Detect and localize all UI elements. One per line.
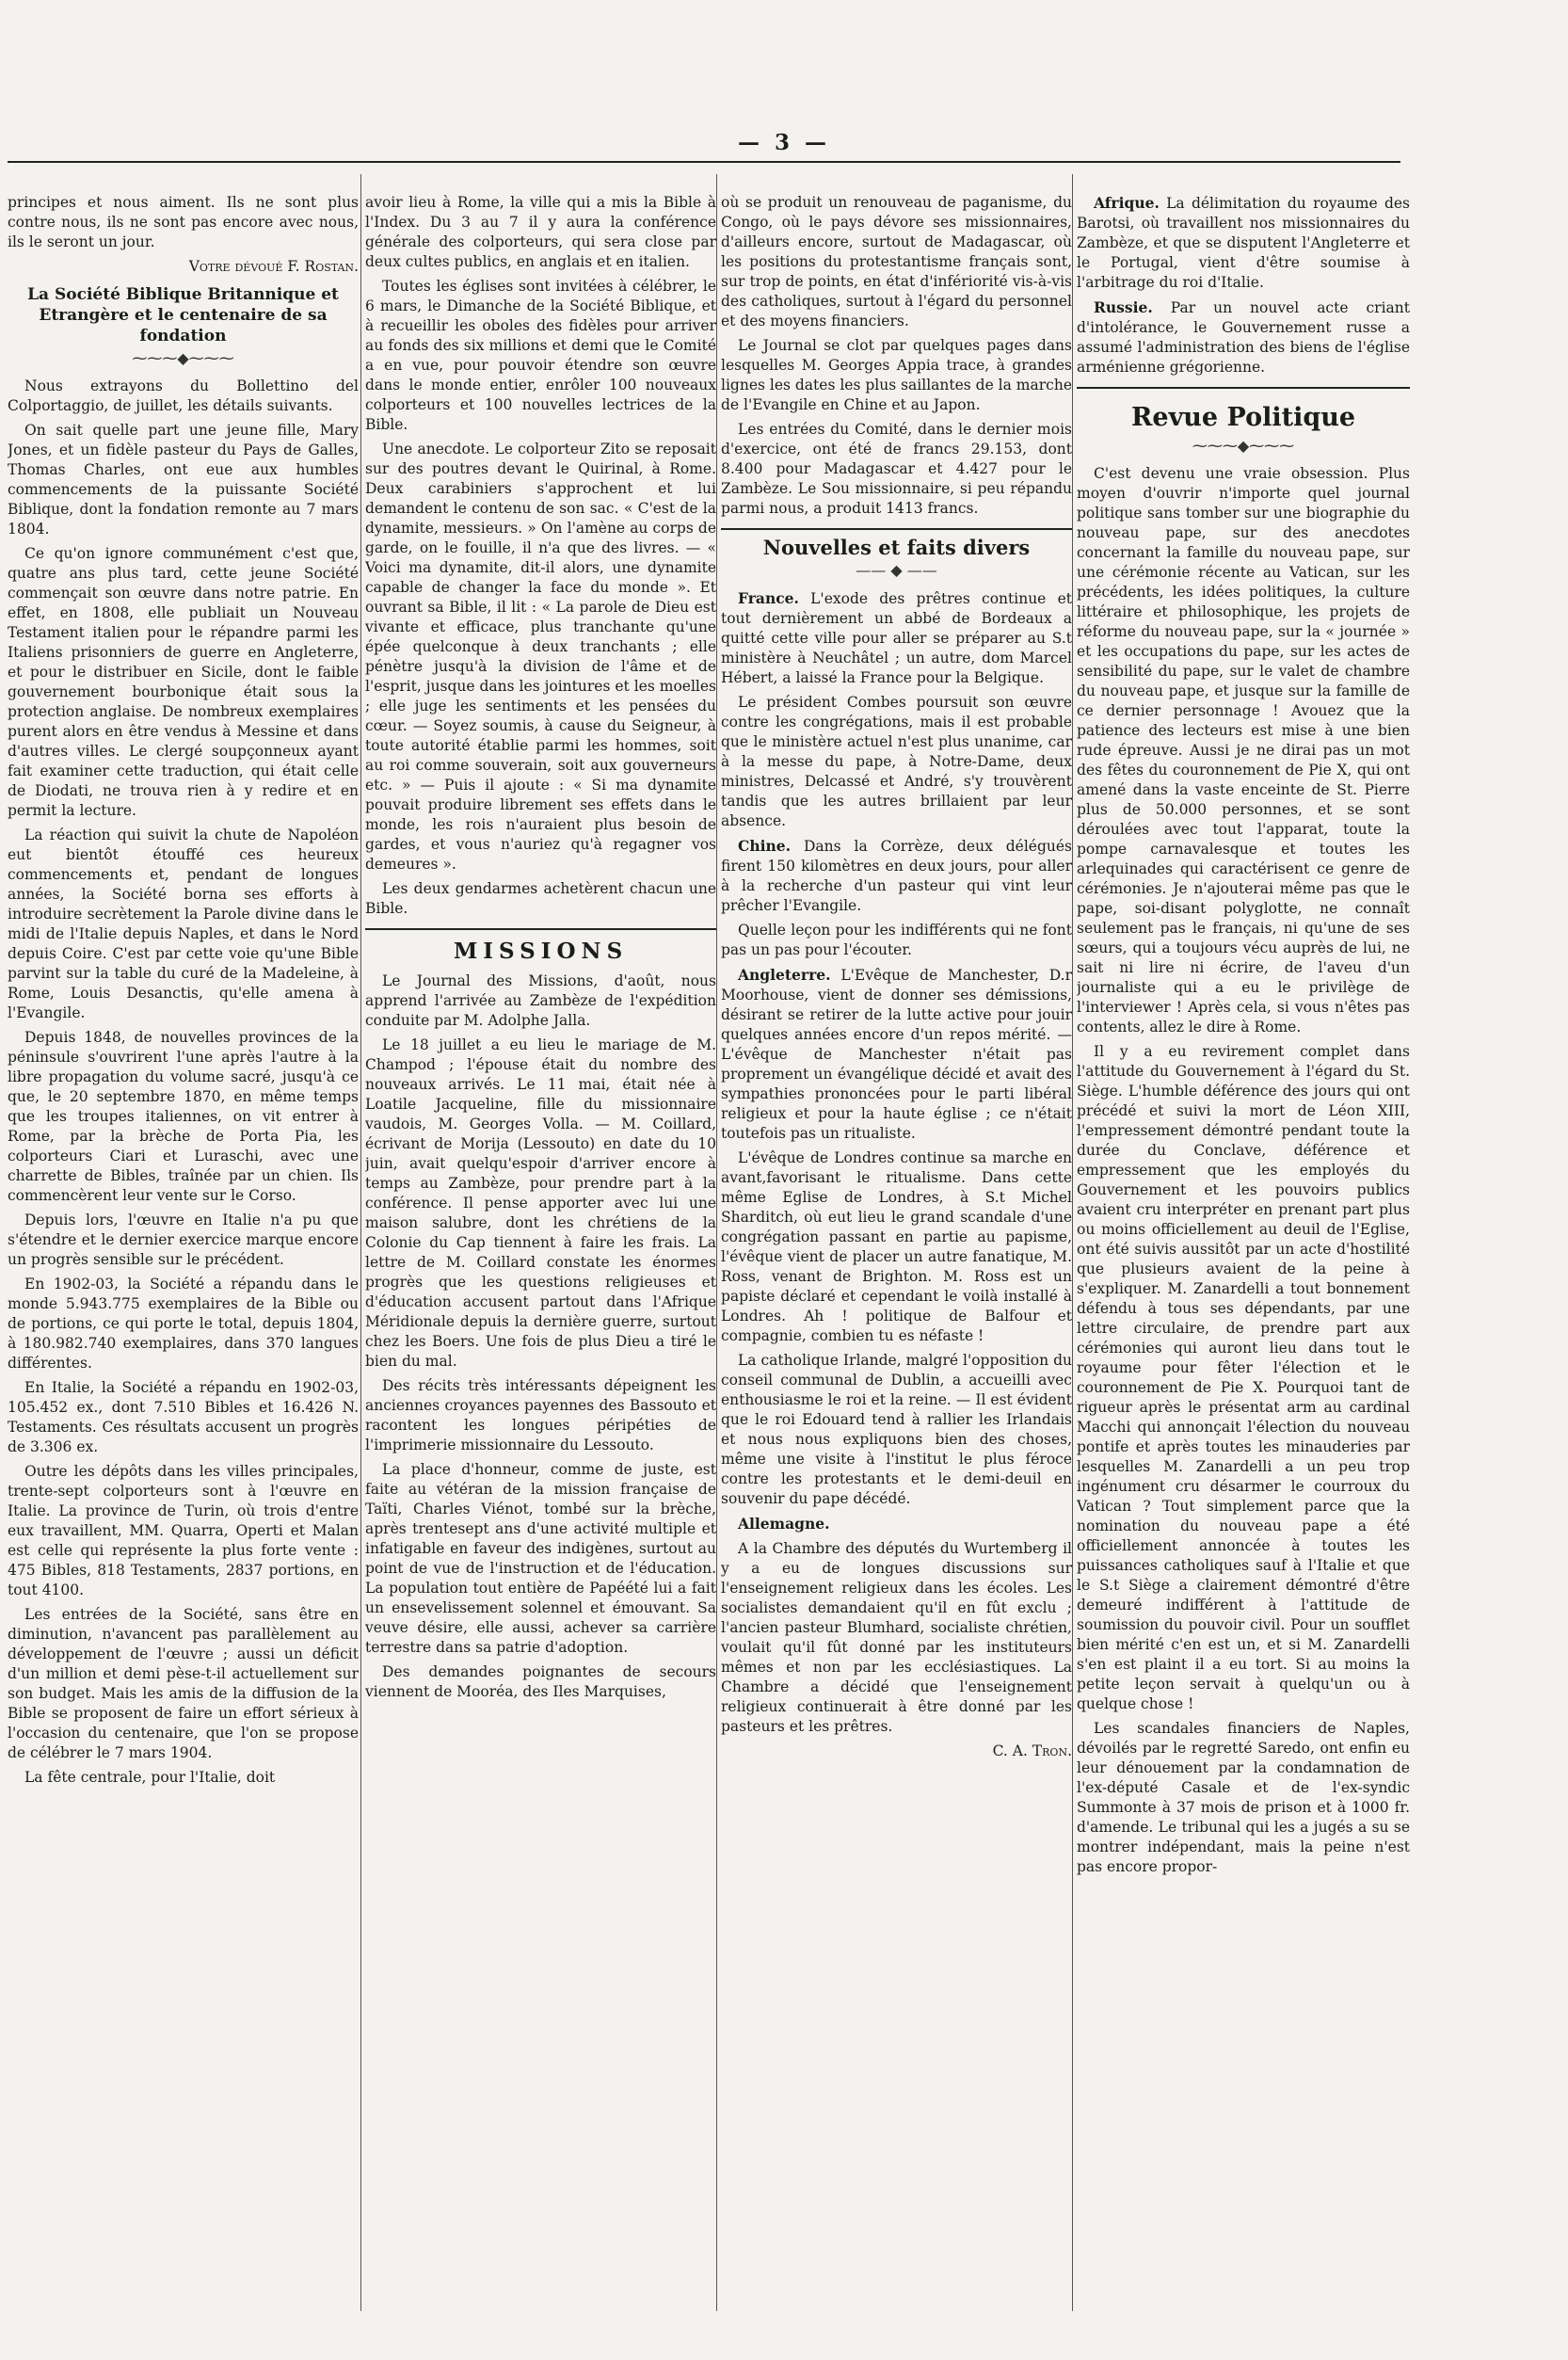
paragraph: Une anecdote. Le colporteur Zito se reposait sur des poutres devant le Quirinal, à Rome. Deux carabiniers s'approchent et lui demandent le contenu de son sac. « C'est de la dynamite, messieurs. » On l'amène au corps de garde, on le fouille, il n'a que des livres. — « Voici ma dynamite, dit-il alors, une dynamite capable de changer la face du monde ». Et ouvrant sa Bible, il lit : « La parole de Dieu est vivante et efficace, plus tranchante qu'une épée quelconque à deux tranchants ; elle pénètre jusqu'à la division de l'âme et de l'esprit, jusque dans les jointures et les moelles ; elle juge les sentiments et les pensées du cœur. — Soyez soumis, à cause du Seigneur, à toute autorité établie parmi les hommes, soit au roi comme souverain, soit aux gouverneurs etc. » — Puis il ajoute : « Si ma dynamite pouvait produire librement ses effets dans le monde, les rois n'auraient plus besoin de gardes, et vous n'auriez qu'à regagner vos demeures ». xyxy=(365,441,716,873)
column-divider xyxy=(360,174,361,2311)
lead-angleterre: Angleterre. xyxy=(738,966,831,984)
paragraph: avoir lieu à Rome, la ville qui a mis la Bible à l'Index. Du 3 au 7 il y aura la conférence générale des colporteurs, qui sera close par deux cultes publics, en anglais et en italien. xyxy=(365,194,716,270)
paragraph-text: L'Evêque de Manchester, D.r Moorhouse, vient de donner ses démissions, désirant se retirer de la lutte active pour jouir quelques années encore d'un repos mérité. — L'évêque de Manchester n'était pas proprement un évangélique décidé et avait des sympathies prononcées pour le parti libéral religieux et pour la haute église ; ce n'était toutefois pas un ritualiste. xyxy=(721,967,1072,1142)
signature: Votre dévoué F. Rostan. xyxy=(188,258,359,275)
column-divider xyxy=(1072,174,1073,2311)
column-4 xyxy=(1077,193,1410,2311)
paragraph: Depuis 1848, de nouvelles provinces de la péninsule s'ouvrirent l'une après l'autre à la libre propagation du volume sacré, jusqu'à ce que, le 20 septembre 1870, en même temps que les troupes italiennes, on vit entrer à Rome, par la brèche de Porta Pia, les colporteurs Ciari et Luraschi, avec une charrette de Bibles, traînée par un chien. Ils commencèrent leur vente sur le Corso. xyxy=(8,1029,359,1204)
ornament-divider: ⁓⁓⁓◆⁓⁓⁓ xyxy=(132,349,234,367)
lead-russie: Russie. xyxy=(1094,298,1153,316)
header-rule xyxy=(8,161,1400,163)
paragraph: La réaction qui suivit la chute de Napoléon eut bientôt étouffé ces heureux commencements et, pendant de longues années, la Société borna ses efforts à introduire secrètement la Parole divine dans le midi de l'Italie depuis Naples, et dans le Nord depuis Coire. C'est par cette voie qu'une Bible parvint sur la table du curé de la Madeleine, à Rome, Louis Desanctis, qu'elle amena à l'Evangile. xyxy=(8,827,359,1021)
paragraph: On sait quelle part une jeune fille, Mary Jones, et un fidèle pasteur du Pays de Galles, Thomas Charles, ont eue aux humbles commencements de la puissante Société Biblique, dont la fondation remonte au 7 mars 1804. xyxy=(8,422,359,538)
paragraph: C'est devenu une vraie obsession. Plus moyen d'ouvrir n'importe quel journal politique sans tomber sur une biographie du nouveau pape, sur des anecdotes concernant la famille du nouveau pape, sur une cérémonie récente au Vatican, sur les précédents, les idées politiques, la culture littéraire et philosophique, les projets de réforme du nouveau pape, sur la « journée » et les occupations du pape, sur les actes de sensibilité du pape, sur le valet de chambre du nouveau pape, et jusque sur la famille de ce dernier personnage ! Avouez que la patience des lecteurs est mise à une bien rude épreuve. Aussi je ne dirai pas un mot des fêtes du couronnement de Pie X, qui ont amené dans la vaste enceinte de St. Pierre plus de 50.000 personnes, et se sont déroulées avec tout l'apparat, toute la pompe carnavalesque et toutes les arlequinades qui caractérisent ce genre de cérémonies. Je n'ajouterai même pas que le pape, soi-disant polyglotte, ne connaît seulement pas le français, ni qu'une de ses sœurs, qui a toujours vécu auprès de lui, ne sait ni lire ni écrire, de l'aveu d'un journaliste qui a eu le privilège de l'interviewer ! Après cela, si vous n'êtes pas contents, allez le dire à Rome. xyxy=(1077,465,1410,1036)
paragraph: En 1902-03, la Société a répandu dans le monde 5.943.775 exemplaires de la Bible ou de portions, ce qui porte le total, depuis 1804, à 180.982.740 exemplaires, dans 370 langues différentes. xyxy=(8,1276,359,1372)
paragraph: Des demandes poignantes de secours viennent de Mooréa, des Iles Marquises, xyxy=(365,1663,716,1700)
section-rule xyxy=(365,928,716,930)
signature: C. A. Tron. xyxy=(992,1742,1072,1759)
paragraph: Le Journal se clot par quelques pages dans lesquelles M. Georges Appia trace, à grandes lignes les dates les plus saillantes de la marche de l'Evangile en Chine et au Japon. xyxy=(721,337,1072,413)
paragraph-text: Par un nouvel acte criant d'intolérance, le Gouvernement russe a assumé l'administration des biens de l'église arménienne grégorienne. xyxy=(1077,299,1410,376)
paragraph: Ce qu'on ignore communément c'est que, quatre ans plus tard, cette jeune Société commençait son œuvre dans notre patrie. En effet, en 1808, elle publiait un Nouveau Testament italien pour le répandre parmi les Italiens prisonniers de guerre en Angleterre, et pour le distribuer en Sicile, dont le faible gouvernement bourbonique était sous la protection anglaise. De nombreux exemplaires purent alors en être vendus à Messine et dans d'autres villes. Le clergé soupçonneux ayant fait examiner cette traduction, qui était celle de Diodati, ne trouva rien à y redire et en permit la lecture. xyxy=(8,545,359,819)
column-1 xyxy=(8,193,359,2311)
paragraph-allemagne-lead xyxy=(721,1514,1072,1534)
column-3 xyxy=(721,193,1072,2311)
column-divider xyxy=(716,174,717,2311)
page-number: — 3 — xyxy=(737,130,831,155)
paragraph: La catholique Irlande, malgré l'opposition du conseil communal de Dublin, a accueilli avec enthousiasme le roi et la reine. — Il est évident que le roi Edouard tend à rallier les Irlandais et nous nous expliquons bien des choses, même une visite à l'institut le plus féroce contre les protestants et le demi-deuil en souvenir du pape décédé. xyxy=(721,1352,1072,1507)
paragraph-angleterre xyxy=(721,965,1072,1144)
paragraph: A la Chambre des députés du Wurtemberg il y a eu de longues discussions sur l'enseignement religieux dans les écoles. Les socialistes demandaient qu'il en fût exclu ; l'ancien pasteur Blumhard, socialiste chrétien, voulait qu'il fût donné par les instituteurs mêmes et non par les ecclésiastiques. La Chambre a décidé que l'enseignement religieux continuerait à être donné par les pasteurs et les prêtres. xyxy=(721,1540,1072,1735)
paragraph-france xyxy=(721,588,1072,688)
paragraph-text: L'exode des prêtres continue et tout dernièrement un abbé de Bordeaux a quitté cette ville pour aller se préparer au S.t ministère à Neuchâtel ; un autre, dom Marcel Hébert, a laissé la France pour la Belgique. xyxy=(721,590,1072,686)
paragraph-text: Dans la Corrèze, deux délégués firent 150 kilomètres en deux jours, pour aller à la recherche d'un pasteur qui vint leur prêcher l'Evangile. xyxy=(721,838,1072,914)
paragraph-russie xyxy=(1077,297,1410,377)
paragraph: Nous extrayons du Bollettino del Colportaggio, de juillet, les détails suivants. xyxy=(8,377,359,414)
lead-chine: Chine. xyxy=(738,837,792,855)
column-2 xyxy=(365,193,716,2311)
section-title-nouvelles: Nouvelles et faits divers xyxy=(762,536,1031,559)
paragraph: Des récits très intéressants dépeignent les anciennes croyances payennes des Bassouto et racontent les longues péripéties de l'imprimerie missionnaire du Lessouto. xyxy=(365,1377,716,1453)
lead-allemagne: Allemagne. xyxy=(738,1515,830,1533)
paragraph-chine xyxy=(721,836,1072,916)
paragraph: La fête centrale, pour l'Italie, doit xyxy=(24,1769,276,1786)
paragraph: Les scandales financiers de Naples, dévoilés par le regretté Saredo, ont enfin eu leur dénouement par la condamnation de l'ex-député Casale et de l'ex-syndic Summonte à 37 mois de prison et à 1000 fr. d'amende. Le tribunal qui les a jugés a su se montrer indépendant, mais la peine n'est pas encore propor- xyxy=(1077,1720,1410,1875)
paragraph: En Italie, la Société a répandu en 1902-03, 105.452 ex., dont 7.510 Bibles et 16.426 N. Testaments. Ces résultats accusent un progrès de 3.306 ex. xyxy=(8,1379,359,1455)
paragraph: Les entrées du Comité, dans le dernier mois d'exercice, ont été de francs 29.153, dont 8.400 pour Madagascar et 4.427 pour le Zambèze. Le Sou missionnaire, si peu répandu parmi nous, a produit 1413 francs. xyxy=(721,421,1072,517)
paragraph: Le 18 juillet a eu lieu le mariage de M. Champod ; l'épouse était du nombre des nouveaux arrivés. Le 11 mai, était née à Loatile Jacqueline, fille du missionnaire vaudois, M. Georges Volla. — M. Coillard, écrivant de Morija (Lessouto) en date du 10 juin, avait quelqu'espoir d'arriver encore à temps au Zambèze, pour prendre part à la conférence. Il pense apporter avec lui une maison salubre, dont les chrétiens de la Colonie du Cap tiennent à faire les frais. La lettre de M. Coillard constate les énormes progrès que les questions religieuses et d'éducation accusent partout dans l'Afrique Méridionale depuis la dernière guerre, surtout chez les Boers. Une fois de plus Dieu a tiré le bien du mal. xyxy=(365,1036,716,1370)
paragraph: principes et nous aiment. Ils ne sont plus contre nous, ils ne sont pas encore avec nous, ils le seront un jour. xyxy=(8,194,359,250)
paragraph: Quelle leçon pour les indifférents qui ne font pas un pas pour l'écouter. xyxy=(721,922,1072,958)
paragraph-afrique xyxy=(1077,193,1410,293)
paragraph: Toutes les églises sont invitées à célébrer, le 6 mars, le Dimanche de la Société Biblique, et à recueillir les oboles des fidèles pour arriver au fonds des six millions et demi que le Comité a en vue, pour pouvoir étendre son œuvre dans le monde entier, enrôler 100 nouveaux colporteurs et 100 nouvelles lectrices de la Bible. xyxy=(365,278,716,433)
section-rule xyxy=(721,528,1072,530)
paragraph: La place d'honneur, comme de juste, est faite au vétéran de la mission française de Taïti, Charles Viénot, tombé sur la brèche, après trentesept ans d'une activité multiple et infatigable en faveur des indigènes, surtout au point de vue de l'instruction et de l'éducation. La population tout entière de Papéété lui a fait un ensevelissement solennel et émouvant. Sa veuve désire, elle aussi, achever sa carrière terrestre dans sa patrie d'adoption. xyxy=(365,1461,716,1656)
paragraph: Outre les dépôts dans les villes principales, trente-sept colporteurs sont à l'œuvre en Italie. La province de Turin, où trois d'entre eux travaillent, MM. Quarra, Operti et Malan est celle qui représente la plus forte vente : 475 Bibles, 818 Testaments, 2837 portions, en tout 4100. xyxy=(8,1463,359,1598)
ornament-divider: —— ◆ —— xyxy=(856,561,937,579)
paragraph: Il y a eu revirement complet dans l'attitude du Gouvernement à l'égard du St. Siège. L'humble déférence des jours qui ont précédé et suivi la mort de Léon XIII, l'empressement démontré pendant toute la durée du Conclave, déférence et empressement que les employés du Gouvernement et les pouvoirs publics avaient cru interpréter en prenant part plus ou moins officiellement au deuil de l'Eglise, ont été suivis aussitôt par un acte d'hostilité que plusieurs avaient de la peine à s'expliquer. M. Zanardelli a tout bonnement défendu à tous ses dépendants, par une lettre circulaire, de prendre part aux cérémonies qui auront lieu dans tout le royaume pour fêter l'élection et le couronnement de Pie X. Pourquoi tant de rigueur après le présentat arm au cardinal Macchi qui annonçait l'élection du nouveau pontife et après toutes les minauderies par lesquelles M. Zanardelli a un peu trop ingénument cru désarmer le courroux du Vatican ? Tout simplement parce que la nomination du nouveau pape a été officiellement annoncée à toutes les puissances catholiques sauf à l'Italie et que le S.t Siège a clairement démontré d'être demeuré indifférent à l'attitude de soumission du pouvoir civil. Pour un soufflet bien mérité c'en est un, et si M. Zanardelli s'en est plaint il a eu tort. Si au moins la petite leçon servait à quelqu'un ou à quelque chose ! xyxy=(1077,1043,1410,1712)
ornament-divider: ⁓⁓⁓◆⁓⁓⁓ xyxy=(1192,437,1295,455)
lead-afrique: Afrique. xyxy=(1094,194,1160,212)
paragraph: Les deux gendarmes achetèrent chacun une Bible. xyxy=(365,880,716,917)
paragraph: Le Journal des Missions, d'août, nous apprend l'arrivée au Zambèze de l'expédition conduite par M. Adolphe Jalla. xyxy=(365,972,716,1029)
paragraph: Le président Combes poursuit son œuvre contre les congrégations, mais il est probable que le ministère actuel n'est plus unanime, car à la messe du pape, à Notre-Dame, deux ministres, Delcassé et André, s'y trouvèrent tandis que les autres brillaient par leur absence. xyxy=(721,694,1072,829)
section-rule xyxy=(1077,387,1410,389)
paragraph: où se produit un renouveau de paganisme, du Congo, où le pays dévore ses missionnaires, d'ailleurs encore, surtout de Madagascar, où les positions du protestantisme français sont, sur trop de points, en état d'infériorité vis-à-vis des catholiques, surtout à l'égard du personnel et des moyens financiers. xyxy=(721,194,1072,329)
paragraph-text: La délimitation du royaume des Barotsi, où travaillent nos missionnaires du Zambèze, et que se disputent l'Angleterre et le Portugal, vient d'être soumise à l'arbitrage du roi d'Italie. xyxy=(1077,195,1410,291)
section-title-missions: MISSIONS xyxy=(453,939,629,964)
article-title-societe-biblique: La Société Biblique Britannique et Etrangère et le centenaire de sa fondation xyxy=(27,285,339,345)
lead-france: France. xyxy=(738,589,799,607)
paragraph: L'évêque de Londres continue sa marche en avant,favorisant le ritualisme. Dans cette même Eglise de Londres, à S.t Michel Sharditch, où eut lieu le grand scandale d'une congrégation passant en partie au papisme, l'évêque vient de placer un autre fanatique, M. Ross, venant de Brighton. M. Ross est un papiste déclaré et cependant le voilà installé à Londres. Ah ! politique de Balfour et compagnie, combien tu es néfaste ! xyxy=(721,1149,1072,1344)
paragraph: Les entrées de la Société, sans être en diminution, n'avancent pas parallèlement au développement de l'œuvre ; aussi un déficit d'un million et demi pèse-t-il actuellement sur son budget. Mais les amis de la diffusion de la Bible se proposent de faire un effort sérieux à l'occasion du centenaire, que l'on se propose de célébrer le 7 mars 1904. xyxy=(8,1606,359,1761)
section-title-revue-politique: Revue Politique xyxy=(1130,403,1356,432)
paragraph: Depuis lors, l'œuvre en Italie n'a pu que s'étendre et le dernier exercice marque encore un progrès sensible sur le précédent. xyxy=(8,1212,359,1268)
